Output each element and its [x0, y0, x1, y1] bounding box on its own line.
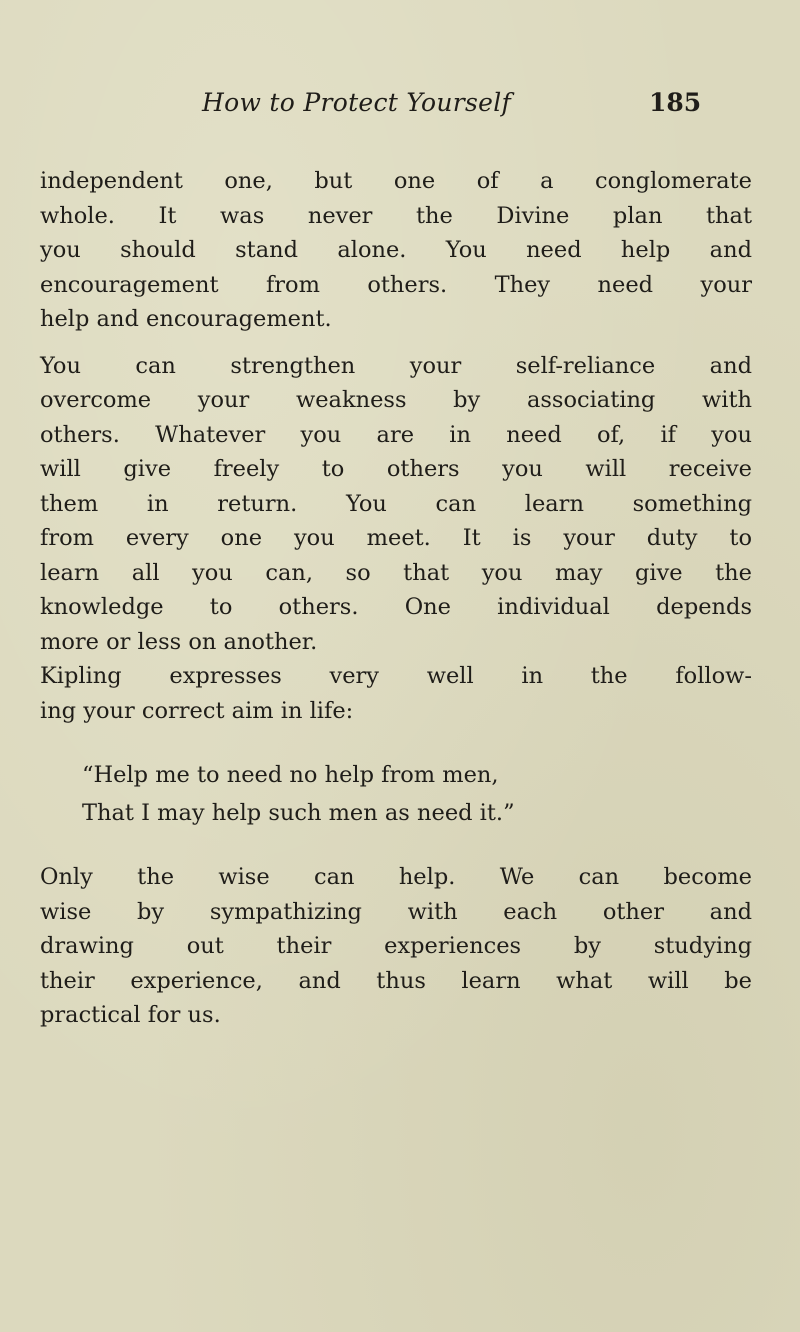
paragraph-gap [40, 337, 752, 349]
paragraph-3 [40, 659, 752, 728]
text-line: Kipling expresses very well in the follow- [40, 663, 752, 689]
text-line: practical for us. [40, 1002, 221, 1028]
text-line: their experience, and thus learn what will be [40, 967, 752, 994]
running-head [0, 88, 800, 128]
paragraph-4 [40, 860, 752, 1033]
text-line: more or less on another. [40, 628, 318, 655]
kipling-quote [40, 756, 752, 832]
text-line: wise by sympathizing with each other and [40, 898, 752, 925]
quote-line: “Help me to need no help from men, [82, 762, 499, 788]
paragraph-1 [40, 164, 752, 337]
text-line: others. Whatever you are in need of, if you [40, 421, 752, 448]
text-line: whole. It was never the Divine plan that [40, 202, 752, 229]
body-text [40, 164, 752, 1033]
text-line: encouragement from others. They need your [40, 271, 752, 298]
running-title: How to Protect Yourself [202, 88, 512, 117]
text-line: ing your correct aim in life: [40, 697, 354, 724]
text-line: you should stand alone. You need help and [40, 237, 752, 263]
text-line: will give freely to others you will receive [40, 456, 752, 482]
paragraph-2 [40, 349, 752, 660]
text-line: overcome your weakness by associating with [40, 387, 752, 413]
text-line: from every one you meet. It is your duty to [40, 525, 752, 551]
quote-line: That I may help such men as need it.” [82, 800, 515, 826]
text-line: You can strengthen your self-reliance and [40, 352, 752, 379]
text-line: help and encouragement. [40, 306, 332, 332]
text-line: drawing out their experiences by studying [40, 933, 752, 959]
text-line: learn all you can, so that you may give the [40, 559, 752, 586]
text-line: knowledge to others. One individual depends [40, 594, 752, 620]
text-line: Only the wise can help. We can become [40, 864, 752, 890]
text-line: them in return. You can learn something [40, 490, 752, 517]
text-line: independent one, but one of a conglomerate [40, 168, 752, 194]
page-number: 185 [649, 88, 702, 117]
